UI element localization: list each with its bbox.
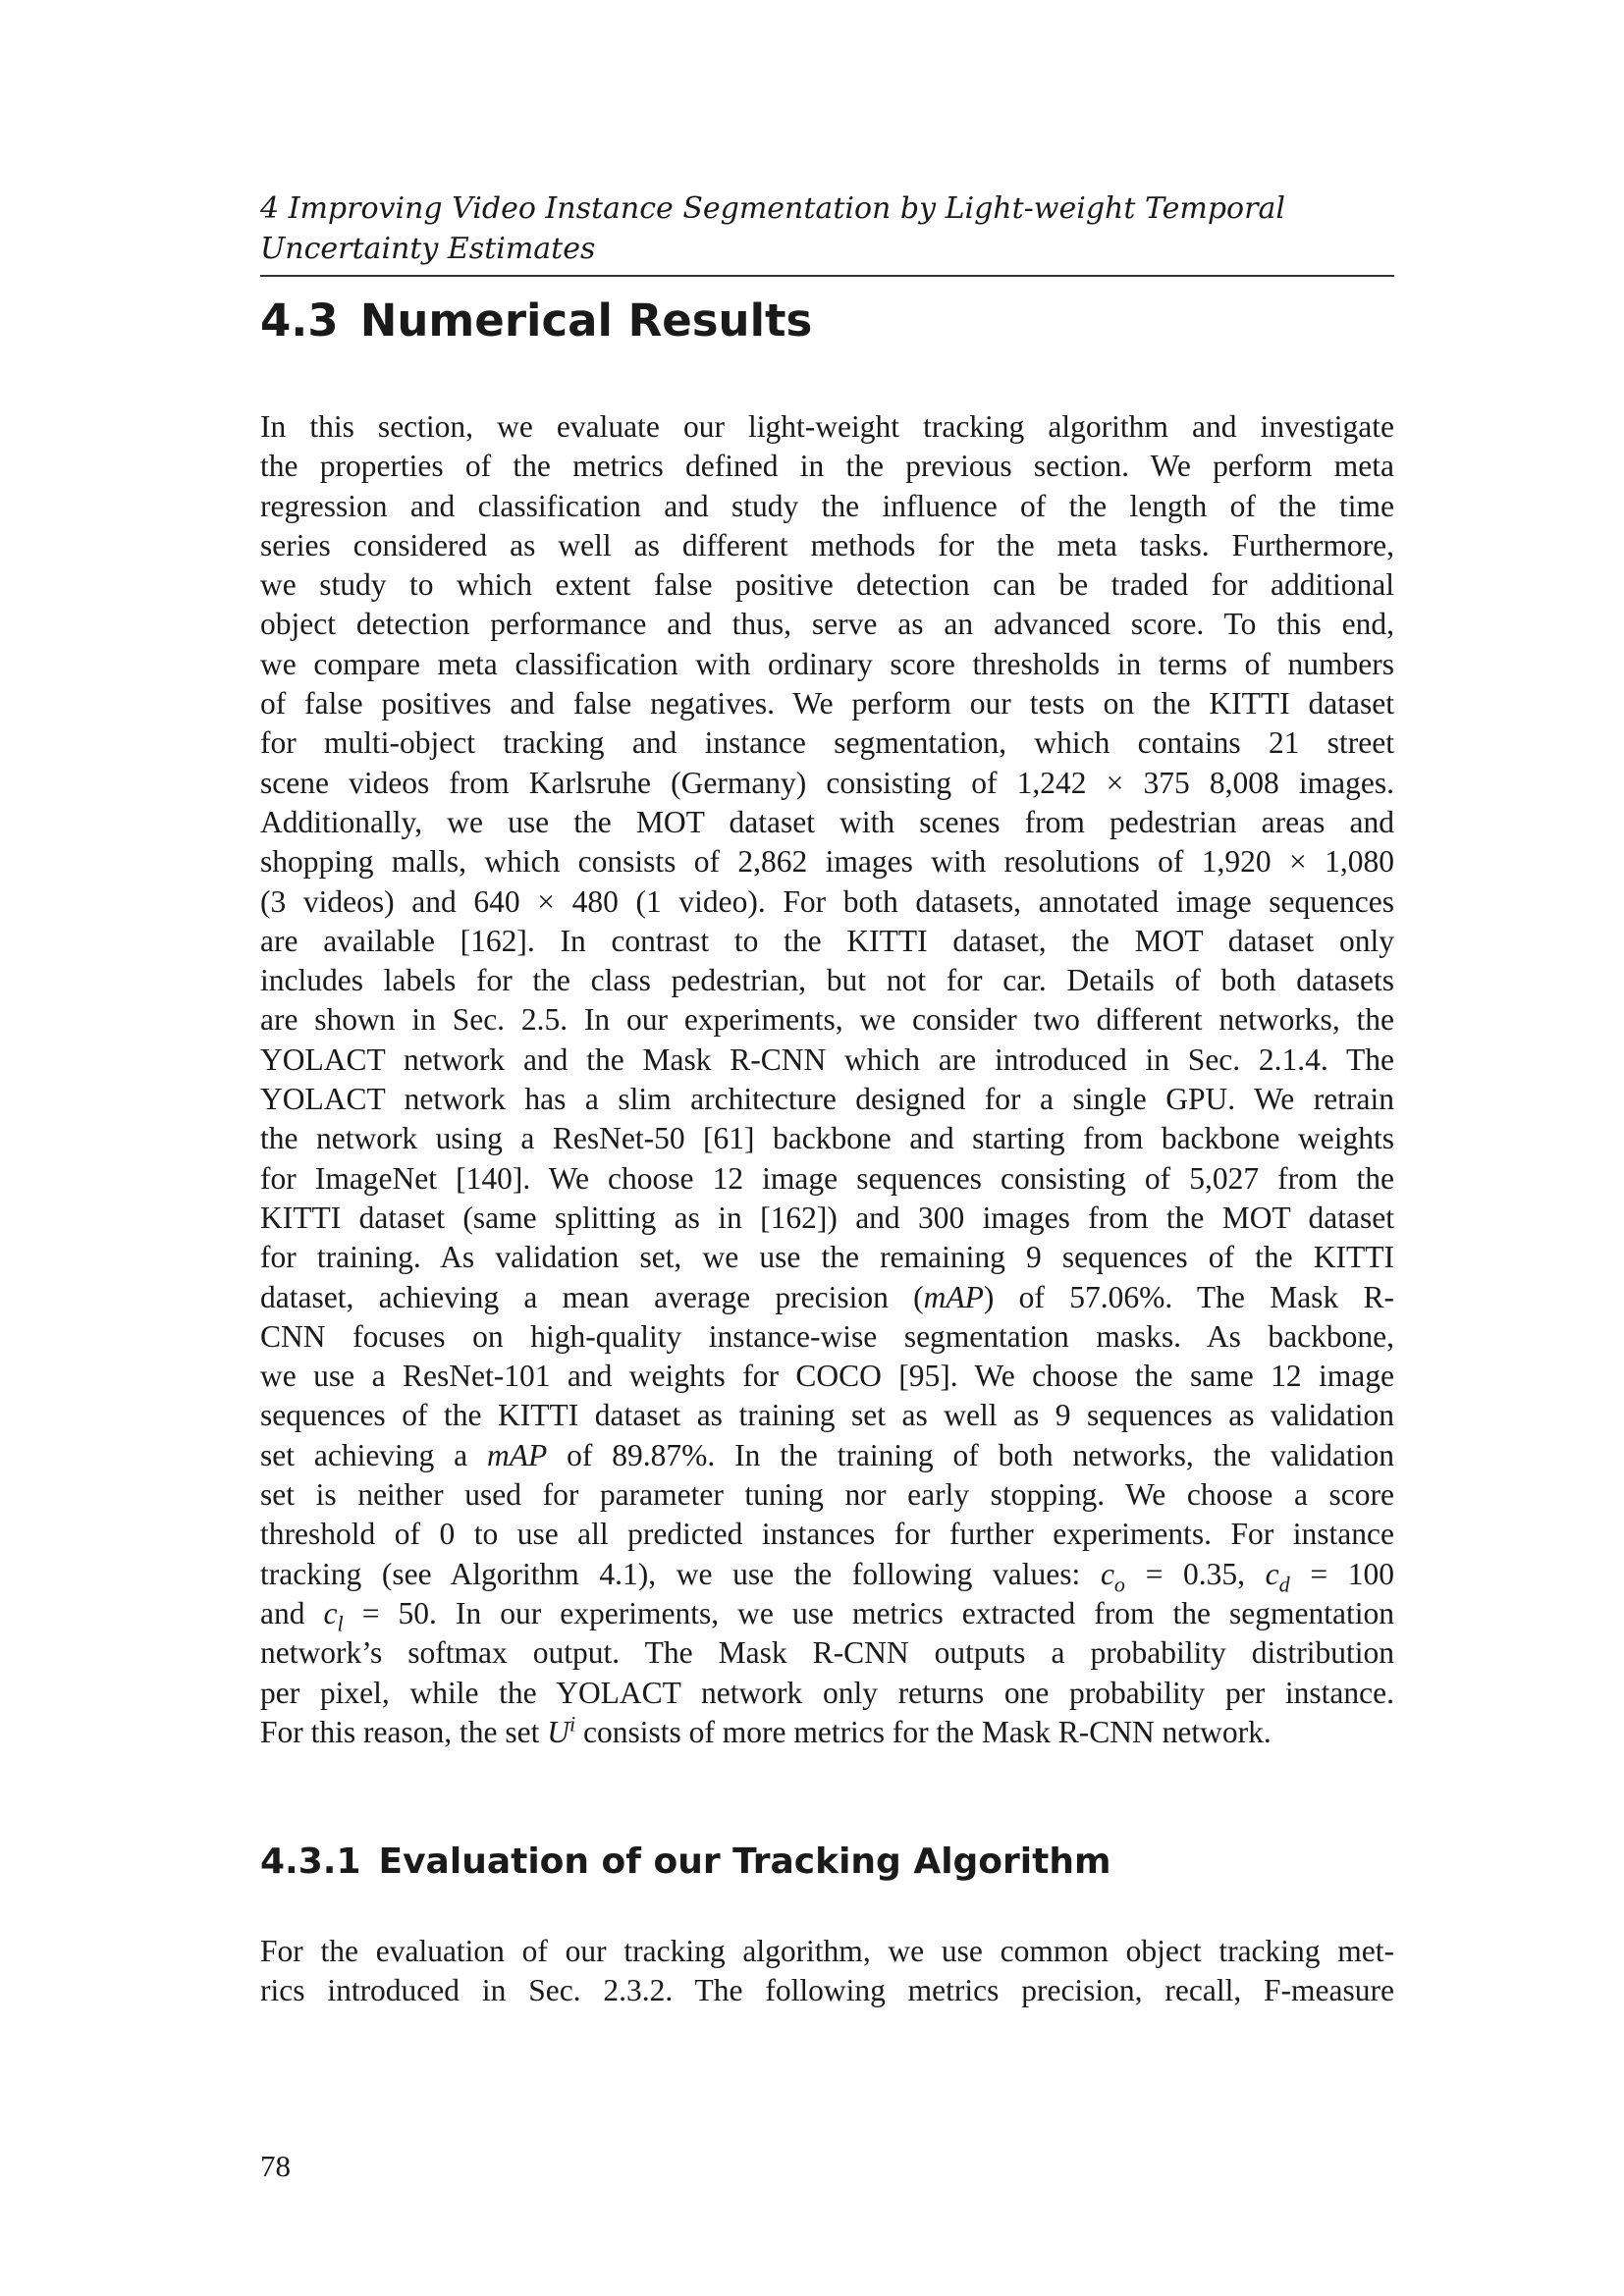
- text-fragment: = 100: [1289, 1556, 1395, 1591]
- math-c: c: [1265, 1556, 1279, 1591]
- text-line: regression and classification and study the influence of the length of the time: [260, 488, 1394, 523]
- section-title-text: Numerical Results: [359, 294, 813, 347]
- text-line: scene videos from Karlsruhe (Germany) consisting of 1,242 × 375 8,008 images.: [260, 765, 1394, 800]
- subsection-title-text: Evaluation of our Tracking Algorithm: [378, 1842, 1111, 1882]
- math-c: c: [1100, 1556, 1114, 1591]
- text-fragment: ) of 57.06%. The Mask R-: [983, 1279, 1394, 1314]
- math-sup-i: i: [568, 1711, 576, 1736]
- text-line: we compare meta classification with ordinary score thresholds in terms of numbers: [260, 646, 1394, 681]
- text-line: we use a ResNet-101 and weights for COCO [95]. We choose the same 12 image: [260, 1359, 1394, 1394]
- text-fragment: and: [260, 1595, 324, 1630]
- section-title: [260, 292, 812, 350]
- text-line: CNN focuses on high-quality instance-wise segmentation masks. As backbone,: [260, 1318, 1394, 1354]
- running-header-line-2: Uncertainty Estimates: [260, 232, 596, 266]
- page-number: 78: [260, 2149, 291, 2183]
- math-u: U: [547, 1714, 569, 1749]
- text-line: includes labels for the class pedestrian, but not for car. Details of both datasets: [260, 963, 1394, 998]
- text-line: series considered as well as different methods for the meta tasks. Furthermore,: [260, 527, 1394, 562]
- text-line: the properties of the metrics defined in the previous section. We perform meta: [260, 449, 1394, 484]
- text-line-set-u: [260, 1713, 1394, 1752]
- text-line: (3 videos) and 640 × 480 (1 video). For both datasets, annotated image sequences: [260, 883, 1394, 919]
- text-line: object detection performance and thus, serve as an advanced score. To this end,: [260, 607, 1394, 642]
- text-line: of false positives and false negatives. We perform our tests on the KITTI dataset: [260, 686, 1394, 721]
- text-line-params: [260, 1555, 1394, 1594]
- text-line: for ImageNet [140]. We choose 12 image sequences consisting of 5,027 from the: [260, 1160, 1394, 1196]
- subsection-title: [260, 1839, 1110, 1886]
- text-line: sequences of the KITTI dataset as training set as well as 9 sequences as validation: [260, 1398, 1394, 1433]
- text-fragment: For this reason, the set: [260, 1714, 548, 1749]
- text-line: network’s softmax output. The Mask R-CNN outputs a probability distribution: [260, 1635, 1394, 1671]
- text-line: we study to which extent false positive detection can be traded for additional: [260, 567, 1394, 603]
- subsection-number: 4.3.1: [260, 1842, 361, 1882]
- math-sub-l: l: [337, 1611, 344, 1636]
- text-line: are available [162]. In contrast to the KITTI dataset, the MOT dataset only: [260, 923, 1394, 958]
- text-line: threshold of 0 to use all predicted instances for further experiments. For instance: [260, 1517, 1394, 1552]
- text-fragment: of 89.87%. In the training of both networks, the validation: [547, 1437, 1394, 1472]
- text-fragment: consists of more metrics for the Mask R-CNN network.: [575, 1714, 1272, 1749]
- text-line: For the evaluation of our tracking algorithm, we use common object tracking met-: [260, 1934, 1394, 1968]
- math-sub-d: d: [1278, 1571, 1290, 1596]
- text-line: Additionally, we use the MOT dataset with scenes from pedestrian areas and: [260, 804, 1394, 839]
- text-line: are shown in Sec. 2.5. In our experiments, we consider two different networks, the: [260, 1002, 1394, 1038]
- section-number: 4.3: [260, 294, 339, 347]
- text-fragment: = 50. In our experiments, we use metrics extracted from the segmentation: [343, 1595, 1395, 1630]
- text-line: the network using a ResNet-50 [61] backbone and starting from backbone weights: [260, 1121, 1394, 1156]
- math-map: mAP: [923, 1279, 984, 1314]
- running-header: [260, 188, 1394, 277]
- text-line-map: [260, 1278, 1394, 1317]
- text-fragment: = 0.35,: [1124, 1556, 1266, 1591]
- text-line-params: [260, 1594, 1395, 1636]
- running-header-line-1: 4 Improving Video Instance Segmentation by Light-weight Temporal: [260, 191, 1285, 226]
- text-line-map: [260, 1436, 1394, 1475]
- text-fragment: dataset, achieving a mean average precision (: [260, 1279, 924, 1314]
- text-line: shopping malls, which consists of 2,862 images with resolutions of 1,920 × 1,080: [260, 844, 1394, 880]
- paragraph-tracking-evaluation: [260, 1932, 1394, 2011]
- text-line: per pixel, while the YOLACT network only returns one probability per instance.: [260, 1675, 1394, 1710]
- text-line: set is neither used for parameter tuning nor early stopping. We choose a score: [260, 1477, 1394, 1513]
- math-map: mAP: [487, 1437, 548, 1472]
- text-line: rics introduced in Sec. 2.3.2. The following metrics precision, recall, F-measure: [260, 1973, 1394, 2008]
- text-fragment: set achieving a: [260, 1437, 488, 1472]
- text-fragment: tracking (see Algorithm 4.1), we use the following values:: [260, 1556, 1101, 1591]
- text-line: KITTI dataset (same splitting as in [162]) and 300 images from the MOT dataset: [260, 1200, 1394, 1235]
- text-line: YOLACT network and the Mask R-CNN which are introduced in Sec. 2.1.4. The: [260, 1041, 1394, 1077]
- text-line: YOLACT network has a slim architecture designed for a single GPU. We retrain: [260, 1082, 1394, 1117]
- math-c: c: [323, 1595, 338, 1630]
- math-sub-o: o: [1113, 1571, 1125, 1596]
- text-line: for training. As validation set, we use the remaining 9 sequences of the KITTI: [260, 1240, 1394, 1275]
- text-line: In this section, we evaluate our light-weight tracking algorithm and investigate: [260, 409, 1394, 444]
- paragraph-numerical-results: [260, 407, 1394, 1752]
- text-line: for multi-object tracking and instance segmentation, which contains 21 street: [260, 725, 1394, 761]
